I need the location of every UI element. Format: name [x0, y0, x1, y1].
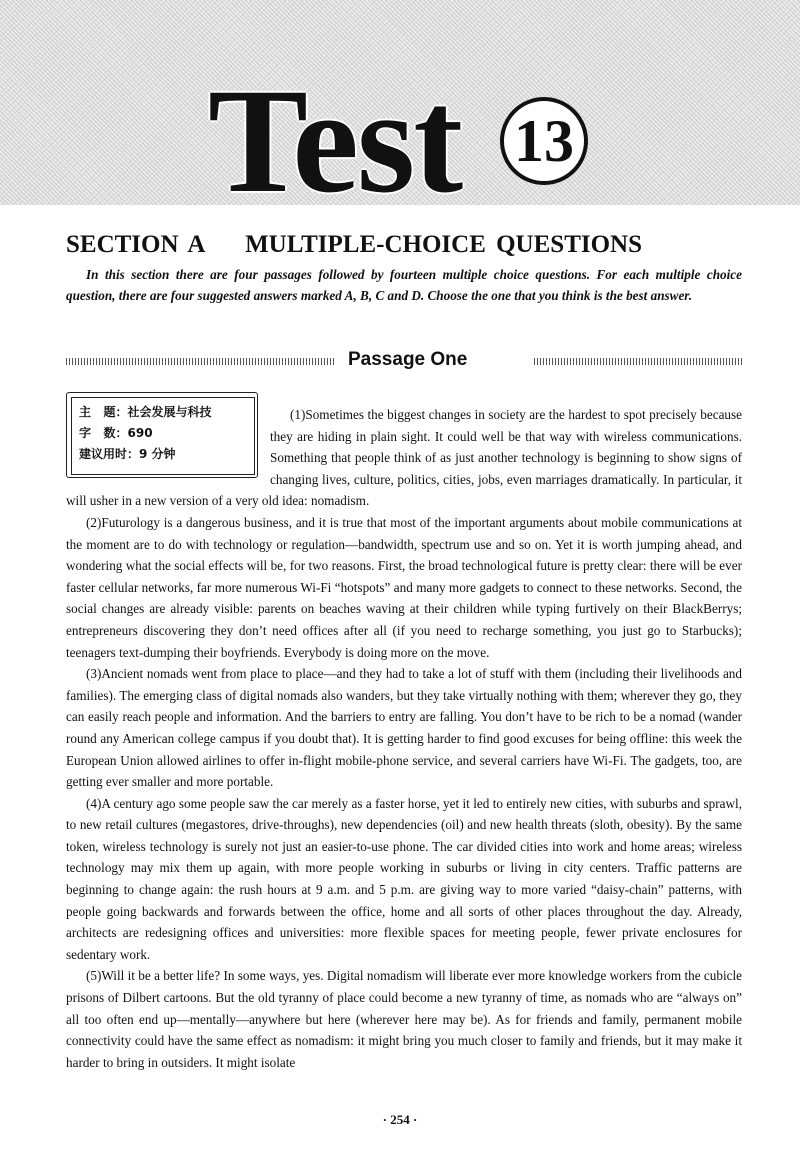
passage-rule-right — [534, 358, 742, 365]
passage-title: Passage One — [348, 349, 468, 370]
paragraph-3: (3)Ancient nomads went from place to place—and they had to take a lot of stuff with them (including their livelihoods and families). The emerging class of digital nomads also wanders, but they take virtually nothing with them; wherever they go, they can easily reach people and information. And the barriers to entry are falling. You don’t have to be rich to be a nomad (wander round any American college campus if you doubt that). It is getting harder to find good excuses for being offline: this week the European Union allowed airlines to offer in-flight mobile-phone service, and several carriers have Wi-Fi. The gadgets, too, are getting ever smaller and more portable. — [66, 666, 742, 790]
info-suggested-time: 建议用时：9 分钟 — [79, 447, 176, 461]
passage-header — [66, 349, 742, 373]
paragraph-4: (4)A century ago some people saw the car merely as a faster horse, yet it led to entirely new cities, with suburbs and sprawl, to new retail cultures (megastores, drive-throughs), new dependencies (oil) and new health threats (sloth, obesity). By the same token, wireless technology is surely not just an easier-to-use phone. The car divided cities into work and home areas; wireless technology may mix them up again, with more people working in suburbs or living in city centers. Traffic patterns are beginning to change again: the rush hours at 9 a.m. and 5 p.m. are giving way to more varied “daisy-chain” patterns, with people going backwards and forwards between the office, home and all sorts of other places throughout the day. Already, architects are redesigning offices and universities: more flexible spaces for meeting people, fewer private enclosures for sedentary work. — [66, 795, 742, 962]
paragraph-2: (2)Futurology is a dangerous business, and it is true that most of the important arguments about mobile communications at the moment are to do with technology or regulation—bandwidth, spectrum use and so on. Yet it is worth jumping ahead, and wondering what the social effects will be, for two reasons. First, the broad technological future is pretty clear: there will be ever faster cellular networks, far more numerous Wi-Fi “hotspots” and many more gadgets to connect to these networks. Second, the social changes are already visible: parents on beaches waving at their children while typing furtively on their BlackBerrys; entrepreneurs discovering they don’t need offices after all (if you need to recharge something, you just go to Starbucks); teenagers text-dumping their boyfriends. Everybody is doing more on the move. — [66, 514, 742, 660]
page-number: · 254 · — [382, 1112, 418, 1127]
title-banner — [0, 0, 800, 205]
passage-body — [66, 404, 742, 1073]
paragraph-5: (5)Will it be a better life? In some ways, yes. Digital nomadism will liberate ever more knowledge workers from the cubicle prisons of Dilbert cartoons. But the old tyranny of place could become a new tyranny of time, as nomads who are “always on” all too often end up—mentally—anywhere but here (wherever here may be). As for friends and family, permanent mobile connectivity could have the same effect as nomadism: it might bring you much closer to family and friends, but it may make it harder to bring in outsiders. It might isolate — [66, 968, 742, 1070]
paragraph-1: (1)Sometimes the biggest changes in society are the hardest to spot precisely because they are hiding in plain sight. It could well be that way with wireless communications. Something that people think of as just another technology is beginning to show signs of changing lives, culture, politics, cities, jobs, even marriages dramatically. In particular, it will usher in a new version of a very old idea: nomadism. — [66, 407, 742, 509]
test-heading: Test — [208, 58, 462, 205]
section-instructions: In this section there are four passages followed by fourteen multiple choice questions. For each multiple choice question, there are four suggested answers marked A, B, C and D. Choose the one that you think is the best answer. — [66, 267, 742, 303]
test-number-badge: 13 — [500, 97, 588, 185]
passage-rule-left — [66, 358, 336, 365]
info-word-count: 字 数：690 — [79, 426, 153, 440]
info-topic: 主 题：社会发展与科技 — [79, 405, 212, 419]
section-title: SECTION A MULTIPLE-CHOICE QUESTIONS — [66, 231, 643, 258]
